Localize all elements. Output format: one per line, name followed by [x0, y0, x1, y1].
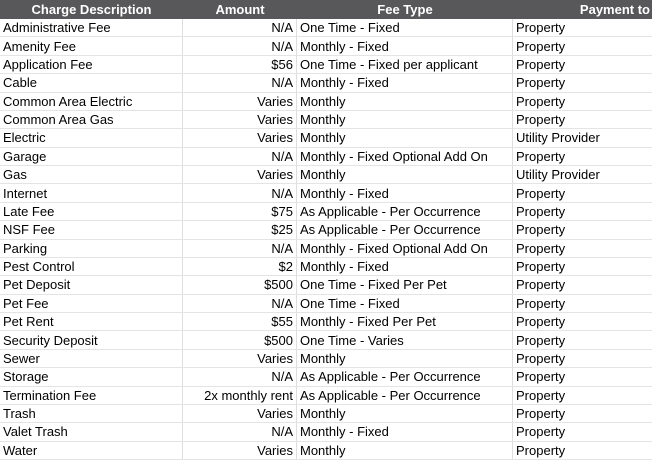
cell-amount[interactable]: N/A: [183, 423, 297, 440]
cell-amount[interactable]: N/A: [183, 184, 297, 201]
table-row: [0, 258, 652, 276]
cell-fee-type[interactable]: Monthly - Fixed: [297, 74, 513, 91]
cell-payment-to[interactable]: Utility Provider: [516, 167, 600, 183]
cell-charge-description[interactable]: Pet Deposit: [0, 276, 183, 293]
cell-fee-type[interactable]: Monthly: [297, 166, 513, 183]
cell-fee-type[interactable]: Monthly: [297, 405, 513, 422]
table-row: [0, 313, 652, 331]
cell-fee-type[interactable]: One Time - Fixed: [297, 295, 513, 312]
cell-fee-type[interactable]: Monthly - Fixed Optional Add On: [297, 240, 513, 257]
cell-payment-to[interactable]: Property: [516, 406, 566, 422]
cell-fee-type[interactable]: One Time - Fixed Per Pet: [297, 276, 513, 293]
cell-charge-description[interactable]: Security Deposit: [0, 331, 183, 348]
cell-fee-type[interactable]: As Applicable - Per Occurrence: [297, 368, 513, 385]
cell-charge-description[interactable]: Application Fee: [0, 56, 183, 73]
cell-charge-description[interactable]: Internet: [0, 184, 183, 201]
table-row: [0, 111, 652, 129]
table-row: [0, 405, 652, 423]
cell-amount[interactable]: Varies: [183, 166, 297, 183]
cell-fee-type[interactable]: One Time - Fixed: [297, 19, 513, 36]
cell-payment-to[interactable]: Utility Provider: [516, 130, 600, 146]
cell-payment-to[interactable]: Property: [516, 295, 566, 311]
cell-payment-to[interactable]: Property: [516, 350, 566, 366]
table-row: [0, 387, 652, 405]
cell-fee-type[interactable]: One Time - Varies: [297, 331, 513, 348]
cell-amount[interactable]: $75: [183, 203, 297, 220]
cell-charge-description[interactable]: Valet Trash: [0, 423, 183, 440]
cell-charge-description[interactable]: Trash: [0, 405, 183, 422]
header-charge-description[interactable]: Charge Description: [31, 2, 152, 17]
cell-amount[interactable]: Varies: [183, 442, 297, 459]
table-row: [0, 19, 652, 37]
cell-charge-description[interactable]: Cable: [0, 74, 183, 91]
cell-amount[interactable]: Varies: [183, 93, 297, 110]
cell-charge-description[interactable]: Electric: [0, 129, 183, 146]
cell-amount[interactable]: $2: [183, 258, 297, 275]
cell-fee-type[interactable]: Monthly - Fixed: [297, 184, 513, 201]
cell-amount[interactable]: N/A: [183, 37, 297, 54]
cell-payment-to[interactable]: Property: [516, 38, 566, 54]
table-row: [0, 166, 652, 184]
cell-payment-to[interactable]: Property: [516, 259, 566, 275]
cell-payment-to[interactable]: Property: [516, 424, 566, 440]
cell-charge-description[interactable]: Pet Fee: [0, 295, 183, 312]
cell-fee-type[interactable]: Monthly - Fixed: [297, 423, 513, 440]
cell-amount[interactable]: N/A: [183, 240, 297, 257]
table-body: [0, 19, 652, 460]
cell-payment-to[interactable]: Property: [516, 203, 566, 219]
table-row: [0, 129, 652, 147]
table-row: [0, 148, 652, 166]
cell-charge-description[interactable]: Parking: [0, 240, 183, 257]
cell-payment-to[interactable]: Property: [516, 222, 566, 238]
cell-fee-type[interactable]: Monthly - Fixed: [297, 37, 513, 54]
cell-charge-description[interactable]: Common Area Gas: [0, 111, 183, 128]
cell-payment-to[interactable]: Property: [516, 369, 566, 385]
cell-fee-type[interactable]: Monthly - Fixed: [297, 258, 513, 275]
cell-fee-type[interactable]: As Applicable - Per Occurrence: [297, 203, 513, 220]
cell-amount[interactable]: N/A: [183, 368, 297, 385]
cell-payment-to[interactable]: Property: [516, 314, 566, 330]
cell-payment-to[interactable]: Property: [516, 148, 566, 164]
cell-fee-type[interactable]: Monthly: [297, 93, 513, 110]
table-row: [0, 276, 652, 294]
cell-payment-to[interactable]: Property: [516, 185, 566, 201]
cell-amount[interactable]: Varies: [183, 111, 297, 128]
cell-fee-type[interactable]: As Applicable - Per Occurrence: [297, 387, 513, 404]
cell-amount[interactable]: N/A: [183, 74, 297, 91]
cell-charge-description[interactable]: Garage: [0, 148, 183, 165]
cell-payment-to[interactable]: Property: [516, 112, 566, 128]
cell-charge-description[interactable]: Pest Control: [0, 258, 183, 275]
cell-charge-description[interactable]: Administrative Fee: [0, 19, 183, 36]
cell-payment-to[interactable]: Property: [516, 56, 566, 72]
table-row: [0, 368, 652, 386]
header-payment-to[interactable]: Payment to: [579, 2, 650, 17]
table-row: [0, 442, 652, 460]
table-row: [0, 37, 652, 55]
table-row: [0, 184, 652, 202]
cell-amount[interactable]: Varies: [183, 129, 297, 146]
cell-amount[interactable]: $55: [183, 313, 297, 330]
table-row: [0, 331, 652, 349]
cell-payment-to[interactable]: Property: [516, 387, 566, 403]
header-amount[interactable]: Amount: [215, 2, 265, 17]
cell-payment-to[interactable]: Property: [516, 75, 566, 91]
cell-fee-type[interactable]: Monthly: [297, 442, 513, 459]
cell-payment-to[interactable]: Property: [516, 240, 566, 256]
cell-fee-type[interactable]: Monthly - Fixed Optional Add On: [297, 148, 513, 165]
cell-payment-to[interactable]: Property: [516, 332, 566, 348]
table-row: [0, 221, 652, 239]
cell-amount[interactable]: N/A: [183, 148, 297, 165]
cell-payment-to[interactable]: Property: [516, 442, 566, 458]
cell-charge-description[interactable]: Late Fee: [0, 203, 183, 220]
cell-amount[interactable]: $500: [183, 276, 297, 293]
cell-fee-type[interactable]: Monthly: [297, 129, 513, 146]
cell-payment-to[interactable]: Property: [516, 20, 566, 36]
cell-amount[interactable]: N/A: [183, 19, 297, 36]
cell-charge-description[interactable]: Gas: [0, 166, 183, 183]
table-row: [0, 56, 652, 74]
table-row: [0, 295, 652, 313]
table-row: [0, 74, 652, 92]
cell-amount[interactable]: $25: [183, 221, 297, 238]
cell-payment-to[interactable]: Property: [516, 93, 566, 109]
table-row: [0, 203, 652, 221]
cell-charge-description[interactable]: Termination Fee: [0, 387, 183, 404]
table-row: [0, 350, 652, 368]
cell-charge-description[interactable]: Sewer: [0, 350, 183, 367]
cell-amount[interactable]: Varies: [183, 405, 297, 422]
cell-charge-description[interactable]: Pet Rent: [0, 313, 183, 330]
cell-amount[interactable]: $56: [183, 56, 297, 73]
table-row: [0, 240, 652, 258]
cell-payment-to[interactable]: Property: [516, 277, 566, 293]
cell-fee-type[interactable]: As Applicable - Per Occurrence: [297, 221, 513, 238]
cell-charge-description[interactable]: NSF Fee: [0, 221, 183, 238]
header-fee-type[interactable]: Fee Type: [377, 2, 433, 17]
table-row: [0, 423, 652, 441]
cell-charge-description[interactable]: Common Area Electric: [0, 93, 183, 110]
cell-fee-type[interactable]: Monthly - Fixed Per Pet: [297, 313, 513, 330]
cell-charge-description[interactable]: Storage: [0, 368, 183, 385]
cell-charge-description[interactable]: Amenity Fee: [0, 37, 183, 54]
cell-fee-type[interactable]: Monthly: [297, 111, 513, 128]
table-row: [0, 93, 652, 111]
cell-amount[interactable]: $500: [183, 331, 297, 348]
table-header-row: [0, 0, 652, 19]
cell-fee-type[interactable]: Monthly: [297, 350, 513, 367]
cell-amount[interactable]: N/A: [183, 295, 297, 312]
cell-fee-type[interactable]: One Time - Fixed per applicant: [297, 56, 513, 73]
cell-amount[interactable]: Varies: [183, 350, 297, 367]
cell-amount[interactable]: 2x monthly rent: [183, 387, 297, 404]
cell-charge-description[interactable]: Water: [0, 442, 183, 459]
